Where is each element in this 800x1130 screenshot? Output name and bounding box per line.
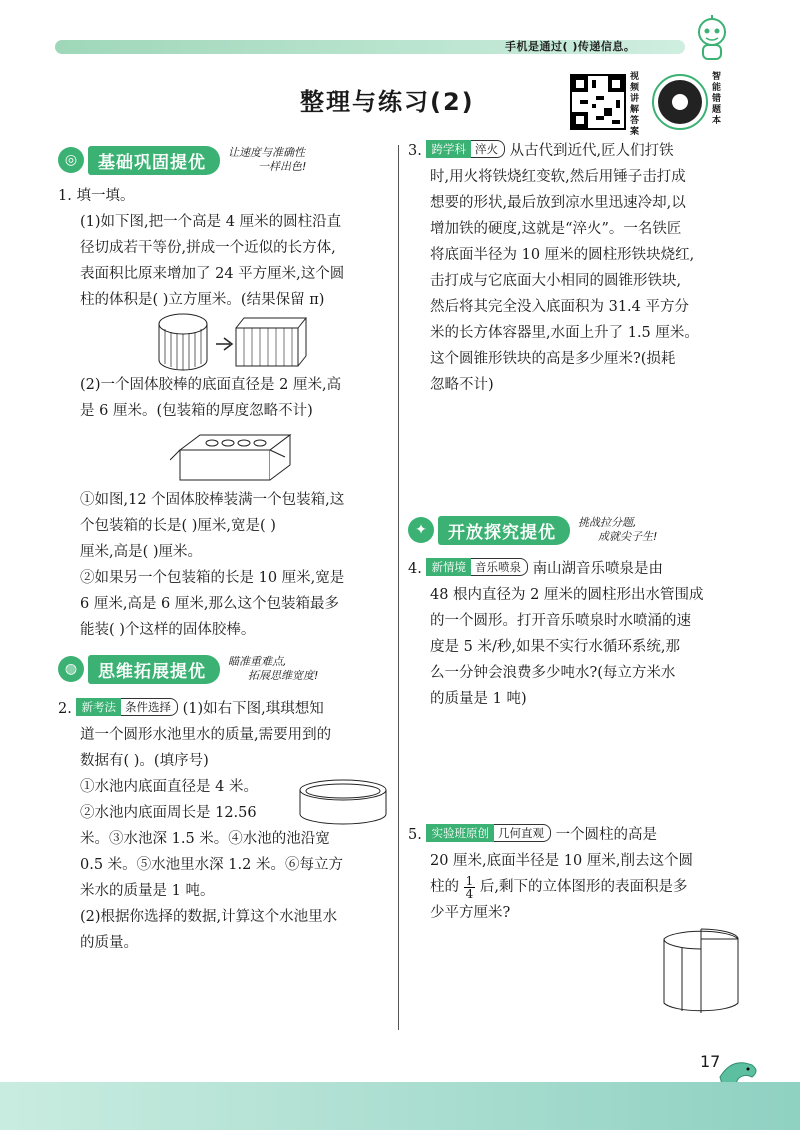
text-line: 时,用火将铁烧红变软,然后用锤子击打成 <box>430 169 686 185</box>
text-line-with-fraction <box>430 874 738 900</box>
qr-icon <box>572 76 624 128</box>
section-tip <box>578 516 657 544</box>
text-line: 数据有( )。(填序号) <box>80 753 209 769</box>
fraction-denominator: 4 <box>465 886 474 901</box>
column-divider <box>398 145 399 1030</box>
section-tip-line: 一样出色! <box>258 160 307 173</box>
question-5-first-line <box>408 822 738 848</box>
text-line: (1)如下图,把一个高是 4 厘米的圆柱沿直 <box>80 214 342 230</box>
tag-topic: 条件选择 <box>121 698 178 716</box>
qr-label-mistakes: 智能错题本 <box>712 72 722 126</box>
text-line: 48 根内直径为 2 厘米的圆柱形出水管围成 <box>430 587 704 603</box>
question-number: 2. <box>58 701 72 717</box>
text-line: 是 6 厘米。(包装箱的厚度忽略不计) <box>80 403 313 419</box>
section-tip-line: 瞄准重难点, <box>228 655 287 668</box>
text-line: 的质量。 <box>80 935 138 951</box>
text-line: 表面积比原来增加了 24 平方厘米,这个圆 <box>80 266 345 282</box>
glue-box-figure <box>170 425 300 485</box>
tag-original: 实验班原创 <box>426 824 494 842</box>
bottom-band <box>0 1082 800 1130</box>
tag-topic: 几何直观 <box>494 824 551 842</box>
cut-cylinder-figure <box>660 925 742 1015</box>
text-line: 从古代到近代,匠人们打铁 <box>509 143 674 159</box>
text-line: 厘米,高是( )厘米。 <box>80 544 203 560</box>
section-tip-line: 拓展思维宽度! <box>248 669 319 682</box>
text-line: ①水池内底面直径是 4 米。 <box>80 779 258 795</box>
pool-figure <box>298 778 388 828</box>
text-line: 柱的 <box>430 879 459 895</box>
text-line: 径切成若干等份,拼成一个近似的长方体, <box>80 240 336 256</box>
header-tip: 手机是通过( )传递信息。 <box>505 40 636 53</box>
section-banner-explore <box>408 516 657 544</box>
qr-code-video[interactable] <box>570 74 626 130</box>
text-line: ①如图,12 个固体胶棒装满一个包装箱,这 <box>80 492 345 508</box>
fraction-one-quarter <box>464 875 476 900</box>
planet-icon: ◍ <box>58 656 84 682</box>
text-line: 然后将其完全没入底面积为 31.4 平方分 <box>430 299 690 315</box>
satellite-icon: ✦ <box>408 517 434 543</box>
question-2-body <box>58 722 388 956</box>
text-line: ②水池内底面周长是 12.56 <box>80 805 257 821</box>
text-line: (1)如右下图,琪琪想知 <box>182 701 324 717</box>
question-number: 3. <box>408 143 422 159</box>
text-line: 个包装箱的长是( )厘米,宽是( ) <box>80 518 276 534</box>
tag-new-method: 新考法 <box>76 698 121 716</box>
question-5 <box>408 822 738 926</box>
text-line: 么一分钟会浪费多少吨水?(每立方米水 <box>430 665 676 681</box>
section-tip-line: 挑战拉分题, <box>578 516 637 529</box>
question-1-part2 <box>80 372 390 424</box>
section-tip-line: 成就尖子生! <box>598 530 658 543</box>
fraction-numerator: 1 <box>465 873 474 888</box>
text-line: ②如果另一个包装箱的长是 10 厘米,宽是 <box>80 570 345 586</box>
question-4-first-line <box>408 556 738 582</box>
section-title: 思维拓展提优 <box>88 655 220 684</box>
text-line: 将底面半径为 10 厘米的圆柱形铁块烧红, <box>430 247 695 263</box>
text-line: 道一个圆形水池里水的质量,需要用到的 <box>80 727 332 743</box>
cylinder-to-cuboid-figure <box>158 312 308 372</box>
section-tip-line: 让速度与准确性 <box>228 146 305 159</box>
section-title: 基础巩固提优 <box>88 146 220 175</box>
question-number: 5. <box>408 827 422 843</box>
text-line: (2)一个固体胶棒的底面直径是 2 厘米,高 <box>80 377 342 393</box>
question-5-body <box>408 848 738 926</box>
section-tip <box>228 146 306 174</box>
text-line: 这个圆锥形铁块的高是多少厘米?(损耗 <box>430 351 676 367</box>
text-line: 6 厘米,高是 6 厘米,那么这个包装箱最多 <box>80 596 339 612</box>
page-number: 17 <box>700 1052 721 1071</box>
target-icon: ◎ <box>58 147 84 173</box>
text-line: 的质量是 1 吨) <box>430 691 527 707</box>
text-line: 增加铁的硬度,这就是“淬火”。一名铁匠 <box>430 221 682 237</box>
text-line: 20 厘米,底面半径是 10 厘米,削去这个圆 <box>430 853 693 869</box>
qr-label-video: 视频讲解答案 <box>630 72 640 137</box>
question-number: 4. <box>408 561 422 577</box>
question-1 <box>58 183 388 313</box>
question-2-first-line <box>58 696 388 722</box>
tag-new-context: 新情境 <box>426 558 471 576</box>
text-line: 0.5 米。⑤水池里水深 1.2 米。⑥每立方 <box>80 857 343 873</box>
question-1-part1 <box>58 209 388 313</box>
question-3-first-line <box>408 138 738 164</box>
question-1-part3 <box>80 487 390 643</box>
question-4-body <box>408 582 738 712</box>
section-tip <box>228 655 318 683</box>
section-banner-thinking <box>58 655 318 683</box>
tag-topic: 音乐喷泉 <box>471 558 528 576</box>
text-line: 南山湖音乐喷泉是由 <box>532 561 664 577</box>
text-line: 一个圆柱的高是 <box>555 827 658 843</box>
text-line: 柱的体积是( )立方厘米。(结果保留 π) <box>80 292 325 308</box>
text-line: 能装( )个这样的固体胶棒。 <box>80 622 256 638</box>
text-line: 的一个圆形。打开音乐喷泉时水喷涌的速 <box>430 613 691 629</box>
qr-round-icon <box>654 76 706 128</box>
tag-cross-subject: 跨学科 <box>426 140 471 158</box>
text-line: 忽略不计) <box>430 377 494 393</box>
section-banner-basic <box>58 146 306 174</box>
qr-code-mistakes[interactable] <box>652 74 708 130</box>
question-3-body <box>408 164 738 398</box>
text-line: 米。③水池深 1.5 米。④水池的池沿宽 <box>80 831 330 847</box>
text-line: 后,剩下的立体图形的表面积是多 <box>479 879 688 895</box>
text-line: 少平方厘米? <box>430 905 511 921</box>
section-title: 开放探究提优 <box>438 516 570 545</box>
question-4 <box>408 556 738 712</box>
question-1-head: 1. 填一填。 <box>58 188 135 204</box>
tag-topic: 淬火 <box>471 140 505 158</box>
mascot-icon <box>690 14 734 64</box>
text-line: (2)根据你选择的数据,计算这个水池里水 <box>80 909 338 925</box>
text-line: 想要的形状,最后放到凉水里迅速冷却,以 <box>430 195 686 211</box>
text-line: 米的长方体容器里,水面上升了 1.5 厘米。 <box>430 325 699 341</box>
text-line: 度是 5 米/秒,如果不实行水循环系统,那 <box>430 639 681 655</box>
text-line: 击打成与它底面大小相同的圆锥形铁块, <box>430 273 682 289</box>
page-title: 整理与练习(2) <box>300 88 475 116</box>
question-3 <box>408 138 738 398</box>
text-line: 米水的质量是 1 吨。 <box>80 883 215 899</box>
